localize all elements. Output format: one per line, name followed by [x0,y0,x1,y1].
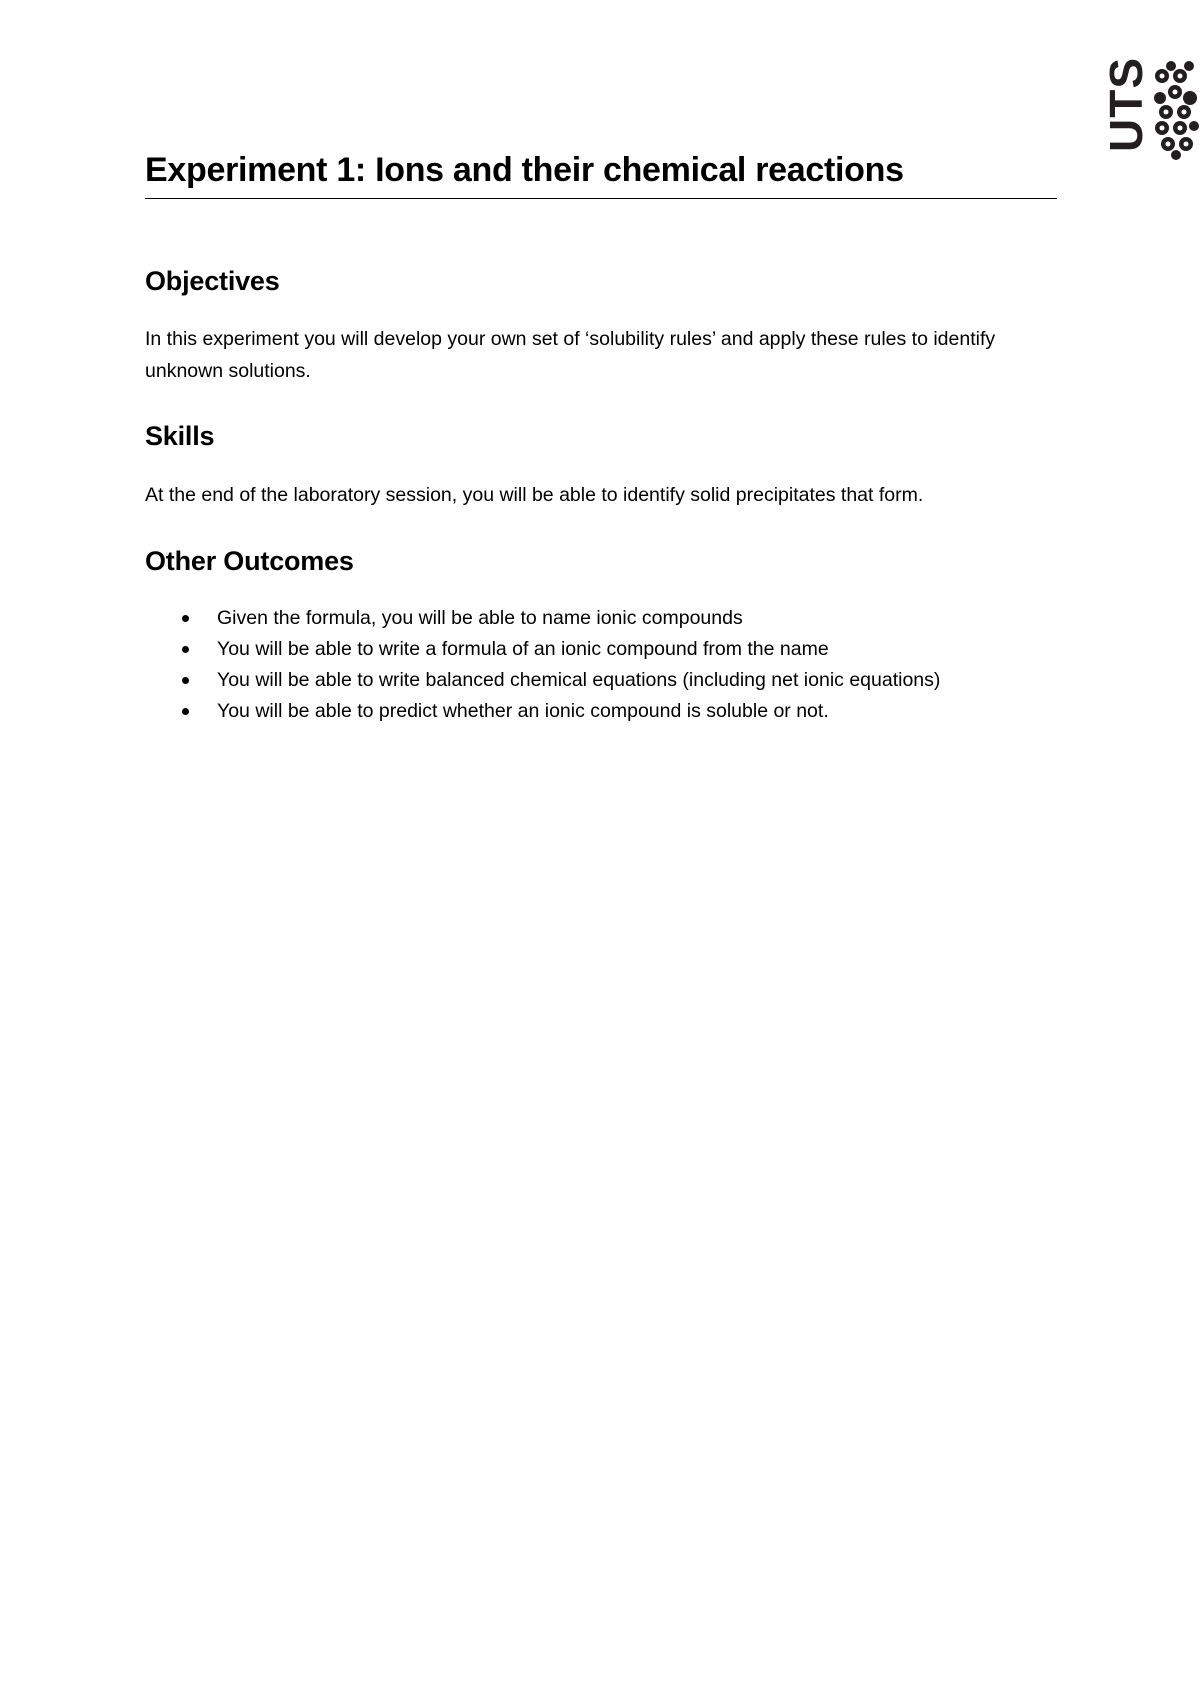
bullet-icon [182,615,189,622]
uts-logo [1100,56,1200,160]
svg-text:UTS: UTS [1100,57,1152,152]
skills-text: At the end of the laboratory session, you will be able to identify solid precipitates that form. [145,484,924,506]
document-title: Experiment 1: Ions and their chemical reactions [145,144,1057,199]
list-item-text: You will be able to predict whether an ionic compound is soluble or not. [217,700,829,722]
list-item [145,634,1057,665]
document-content [145,144,1057,727]
bullet-icon [182,677,189,684]
list-item-text: You will be able to write a formula of an ionic compound from the name [217,638,829,660]
outcomes-list [145,603,1057,727]
list-item [145,603,1057,634]
list-item [145,665,1057,696]
list-item-text: You will be able to write balanced chemical equations (including net ionic equations) [217,669,941,691]
objectives-text: In this experiment you will develop your own set of ‘solubility rules’ and apply these rules to identify unknown solutions. [145,328,996,382]
other-outcomes-heading: Other Outcomes [145,546,354,576]
list-item-text: Given the formula, you will be able to name ionic compounds [217,607,743,629]
objectives-heading: Objectives [145,266,280,296]
list-item [145,696,1057,727]
bullet-icon [182,708,189,715]
bullet-icon [182,646,189,653]
skills-heading: Skills [145,421,215,451]
